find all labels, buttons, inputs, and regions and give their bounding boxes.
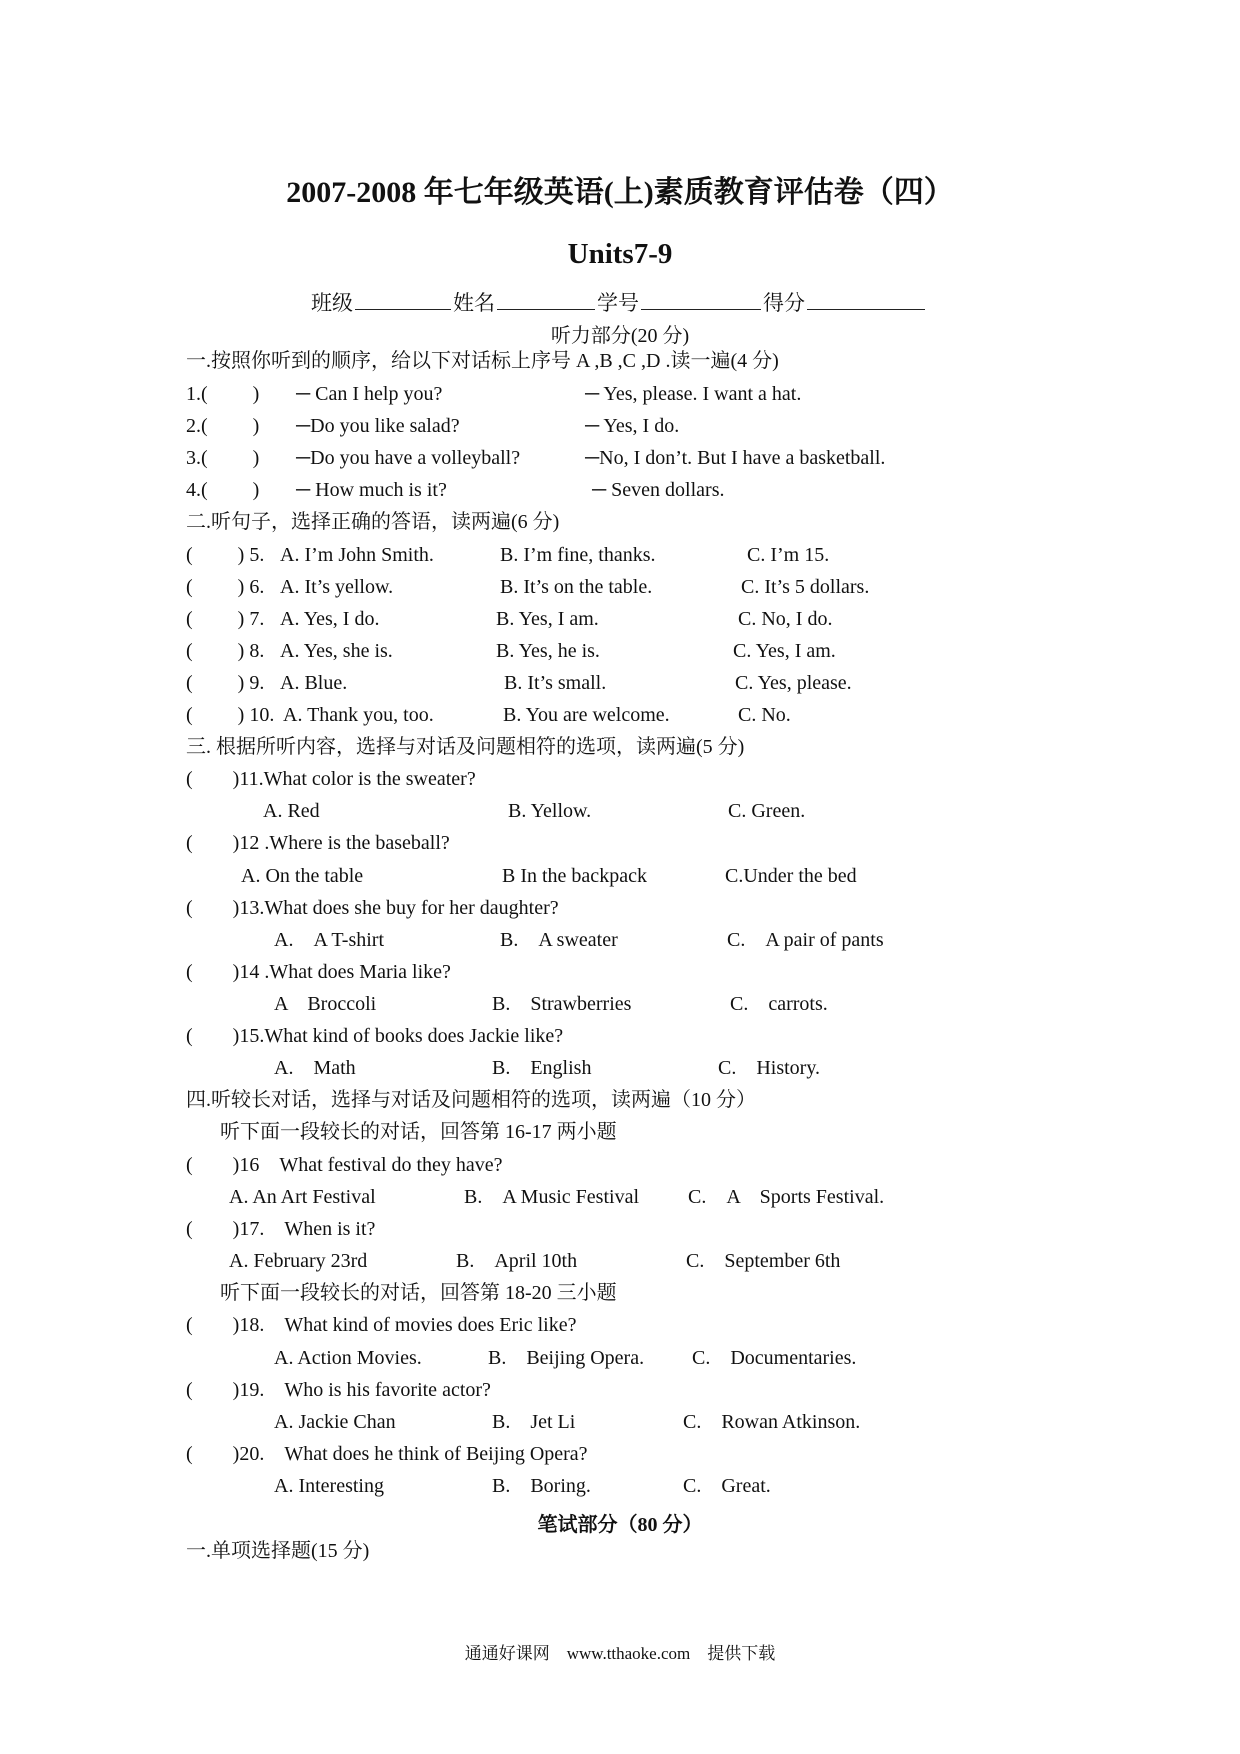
- option-b: B. A Music Festival: [464, 1186, 640, 1208]
- section-heading: 三. 根据所听内容，选择与对话及问题相符的选项，读两遍(5 分): [186, 736, 745, 758]
- option-c: C. Rowan Atkinson.: [683, 1411, 861, 1433]
- question-text: ( )12 .Where is the baseball?: [186, 832, 450, 854]
- option-c: C.Under the bed: [725, 865, 857, 887]
- option-b: B. It’s small.: [504, 672, 607, 694]
- section-heading: 二.听句子，选择正确的答语，读两遍(6 分): [186, 511, 560, 533]
- option-b: B. Yes, I am.: [496, 608, 599, 630]
- option-c: C. A pair of pants: [727, 929, 884, 951]
- question-text: ─Do you have a volleyball?: [296, 447, 521, 469]
- option-a: A. Red: [263, 800, 320, 822]
- option-b: B In the backpack: [502, 865, 647, 887]
- question-text: ( )11.What color is the sweater?: [186, 768, 476, 790]
- option-c: C. Yes, please.: [735, 672, 852, 694]
- number-blank[interactable]: [641, 291, 761, 310]
- answer-text: ─No, I don’t. But I have a basketball.: [585, 447, 886, 469]
- page-subtitle: Units7-9: [567, 238, 673, 270]
- question-text: ( )15.What kind of books does Jackie like?: [186, 1025, 564, 1047]
- option-b: B. Boring.: [492, 1475, 591, 1497]
- item-number: 1.( ): [186, 383, 260, 405]
- option-b: B. It’s on the table.: [500, 576, 653, 598]
- option-b: B. English: [492, 1057, 592, 1079]
- name-label: 姓名: [453, 291, 495, 315]
- option-b: B. Jet Li: [492, 1411, 576, 1433]
- section-intro: 听下面一段较长的对话，回答第 16-17 两小题: [220, 1121, 617, 1143]
- listening-section-header: 听力部分(20 分): [550, 325, 690, 347]
- section-heading: 一.单项选择题(15 分): [186, 1540, 370, 1562]
- class-label: 班级: [311, 291, 353, 315]
- item-number: 4.( ): [186, 479, 260, 501]
- option-c: C. Yes, I am.: [733, 640, 836, 662]
- option-a: A. Yes, she is.: [280, 640, 393, 662]
- answer-text: ─ Yes, I do.: [585, 415, 680, 437]
- item-number: ( ) 7.: [186, 608, 265, 630]
- page-footer: 通通好课网 www.tthaoke.com 提供下载: [464, 1644, 776, 1663]
- name-blank[interactable]: [497, 291, 595, 310]
- option-b: B. I’m fine, thanks.: [500, 544, 656, 566]
- score-blank[interactable]: [807, 291, 925, 310]
- question-text: ( )16 What festival do they have?: [186, 1154, 503, 1176]
- written-section-header: 笔试部分（80 分）: [537, 1514, 703, 1536]
- option-a: A. Jackie Chan: [274, 1411, 396, 1433]
- question-text: ─ Can I help you?: [296, 383, 443, 405]
- option-b: B. A sweater: [500, 929, 618, 951]
- option-c: C. carrots.: [730, 993, 828, 1015]
- question-text: ─ How much is it?: [296, 479, 447, 501]
- item-number: ( ) 10.: [186, 704, 275, 726]
- option-c: C. It’s 5 dollars.: [741, 576, 870, 598]
- question-text: ( )19. Who is his favorite actor?: [186, 1379, 491, 1401]
- option-c: C. Great.: [683, 1475, 771, 1497]
- question-text: ( )18. What kind of movies does Eric like?: [186, 1314, 577, 1336]
- option-a: A. It’s yellow.: [280, 576, 394, 598]
- option-b: B. Yes, he is.: [496, 640, 600, 662]
- item-number: ( ) 5.: [186, 544, 265, 566]
- question-text: ─Do you like salad?: [296, 415, 460, 437]
- question-text: ( )20. What does he think of Beijing Opera?: [186, 1443, 588, 1465]
- score-label: 得分: [763, 291, 805, 315]
- option-c: C. Documentaries.: [692, 1347, 857, 1369]
- number-label: 学号: [597, 291, 639, 315]
- item-number: ( ) 6.: [186, 576, 265, 598]
- option-b: B. Beijing Opera.: [488, 1347, 645, 1369]
- option-a: A. Blue.: [280, 672, 348, 694]
- item-number: 3.( ): [186, 447, 260, 469]
- option-c: C. I’m 15.: [747, 544, 830, 566]
- section-heading: 一.按照你听到的顺序，给以下对话标上序号 A ,B ,C ,D .读一遍(4 分): [186, 350, 779, 372]
- option-c: C. Green.: [728, 800, 806, 822]
- option-b: B. Yellow.: [508, 800, 592, 822]
- answer-text: ─ Seven dollars.: [592, 479, 725, 501]
- question-text: ( )17. When is it?: [186, 1218, 376, 1240]
- option-c: C. A Sports Festival.: [688, 1186, 885, 1208]
- page-title: 2007-2008 年七年级英语(上)素质教育评估卷（四）: [286, 176, 954, 209]
- item-number: 2.( ): [186, 415, 260, 437]
- option-c: C. No.: [738, 704, 791, 726]
- option-b: B. April 10th: [456, 1250, 578, 1272]
- section-heading: 四.听较长对话，选择与对话及问题相符的选项，读两遍（10 分）: [186, 1089, 756, 1111]
- section-intro: 听下面一段较长的对话，回答第 18-20 三小题: [220, 1282, 617, 1304]
- option-a: A. I’m John Smith.: [280, 544, 434, 566]
- option-b: B. Strawberries: [492, 993, 632, 1015]
- class-blank[interactable]: [355, 291, 451, 310]
- option-a: A. Thank you, too.: [283, 704, 434, 726]
- option-a: A. Interesting: [274, 1475, 384, 1497]
- option-a: A. A T-shirt: [274, 929, 385, 951]
- option-a: A. February 23rd: [229, 1250, 368, 1272]
- option-c: C. History.: [718, 1057, 821, 1079]
- item-number: ( ) 8.: [186, 640, 265, 662]
- option-a: A. On the table: [241, 865, 364, 887]
- option-a: A. Yes, I do.: [280, 608, 380, 630]
- option-b: B. You are welcome.: [503, 704, 670, 726]
- option-a: A. Math: [274, 1057, 356, 1079]
- option-a: A. Action Movies.: [274, 1347, 422, 1369]
- question-text: ( )13.What does she buy for her daughter?: [186, 897, 559, 919]
- option-c: C. No, I do.: [738, 608, 833, 630]
- option-a: A Broccoli: [274, 993, 377, 1015]
- option-a: A. An Art Festival: [229, 1186, 376, 1208]
- question-text: ( )14 .What does Maria like?: [186, 961, 451, 983]
- student-info-row: [311, 287, 927, 317]
- answer-text: ─ Yes, please. I want a hat.: [585, 383, 802, 405]
- option-c: C. September 6th: [686, 1250, 841, 1272]
- item-number: ( ) 9.: [186, 672, 265, 694]
